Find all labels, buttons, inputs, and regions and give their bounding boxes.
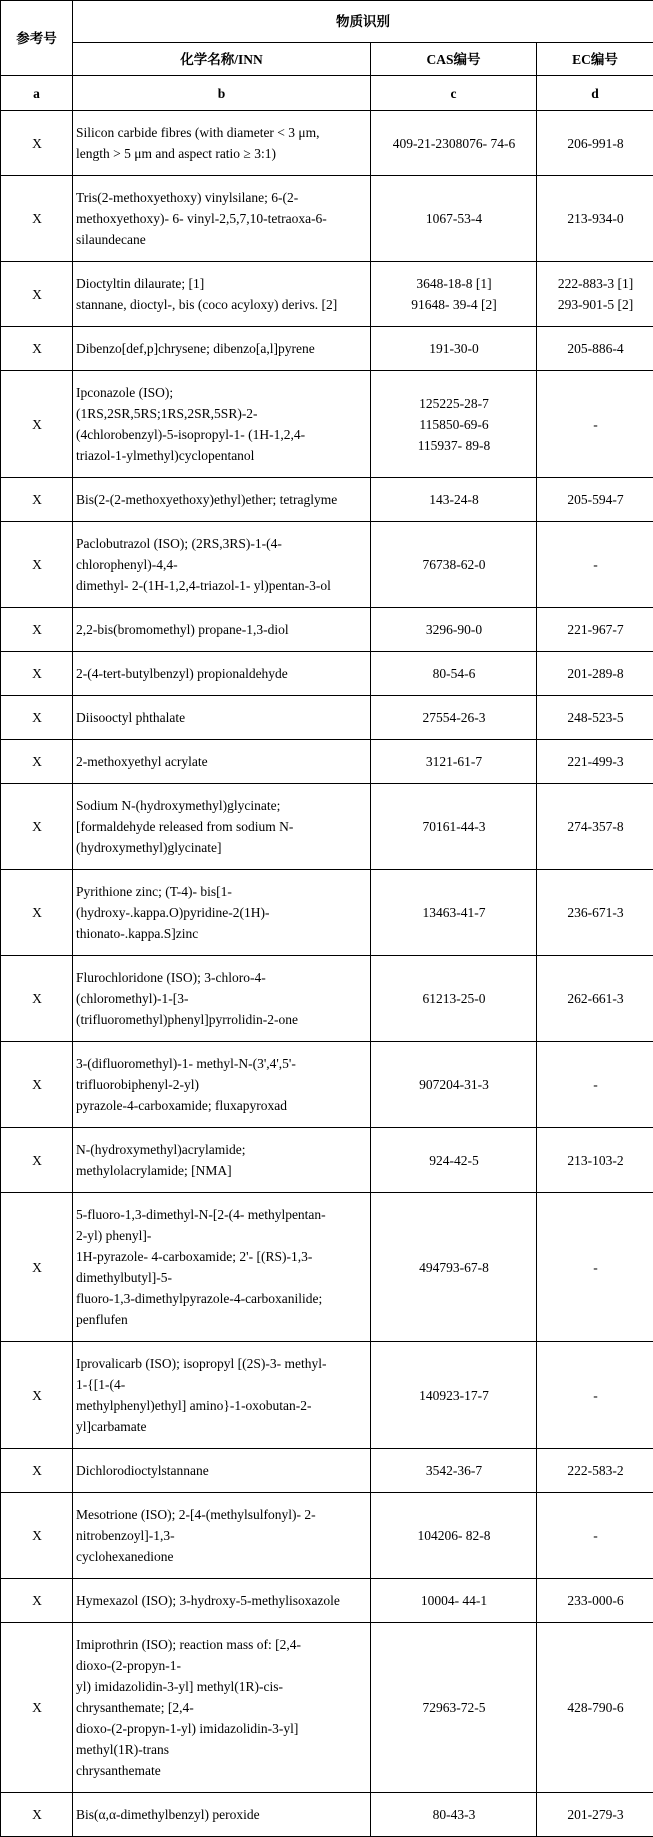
chemical-name-cell-line: methylolacrylamide; [NMA] <box>76 1160 368 1181</box>
chemical-name-cell-line: 2,2-bis(bromomethyl) propane-1,3-diol <box>76 619 368 640</box>
chemical-name-cell <box>73 870 371 956</box>
ec-number-cell-line: 262-661-3 <box>540 988 651 1009</box>
table-row <box>1 1493 653 1579</box>
table-row <box>1 1342 653 1449</box>
ec-number-cell <box>537 478 653 522</box>
chemical-name-cell-line: pyrazole-4-carboxamide; fluxapyroxad <box>76 1095 368 1116</box>
chemical-name-cell-line: chlorophenyl)-4,4- <box>76 554 368 575</box>
table-row <box>1 1793 653 1837</box>
cas-number-cell <box>371 956 537 1042</box>
chemical-name-cell-line: silaundecane <box>76 229 368 250</box>
table-row <box>1 327 653 371</box>
chemical-name-cell-line: cyclohexanedione <box>76 1546 368 1567</box>
chemical-name-cell-line: dimethyl- 2-(1H-1,2,4-triazol-1- yl)pentan-3-ol <box>76 575 368 596</box>
chemical-name-cell <box>73 327 371 371</box>
chemical-name-cell-line: Bis(2-(2-methoxyethoxy)ethyl)ether; tetraglyme <box>76 489 368 510</box>
chemical-name-cell-line: penflufen <box>76 1309 368 1330</box>
chemical-name-cell <box>73 956 371 1042</box>
ec-number-cell <box>537 371 653 478</box>
header-chemical-name: 化学名称/INN <box>73 43 371 76</box>
ec-number-cell <box>537 1342 653 1449</box>
chemical-name-cell <box>73 1128 371 1193</box>
chemical-name-cell-line: dioxo-(2-propyn-1- <box>76 1655 368 1676</box>
ref-cell: X <box>1 262 73 327</box>
cas-number-cell <box>371 1579 537 1623</box>
ec-number-cell-line: 248-523-5 <box>540 707 651 728</box>
table-row <box>1 956 653 1042</box>
ref-cell: X <box>1 956 73 1042</box>
cas-number-cell-line: 115850-69-6 <box>374 414 534 435</box>
ec-number-cell-line: 222-583-2 <box>540 1460 651 1481</box>
ec-number-cell <box>537 740 653 784</box>
cas-number-cell-line: 80-43-3 <box>374 1804 534 1825</box>
table-row <box>1 608 653 652</box>
chemical-name-cell <box>73 1579 371 1623</box>
cas-number-cell-line: 3121-61-7 <box>374 751 534 772</box>
table-row <box>1 1623 653 1793</box>
cas-number-cell-line: 10004- 44-1 <box>374 1590 534 1611</box>
chemical-name-cell-line: (4chlorobenzyl)-5-isopropyl-1- (1H-1,2,4- <box>76 424 368 445</box>
ref-cell: X <box>1 1342 73 1449</box>
cas-number-cell-line: 125225-28-7 <box>374 393 534 414</box>
cas-number-cell-line: 61213-25-0 <box>374 988 534 1009</box>
header-col-a: a <box>1 76 73 111</box>
chemical-name-cell-line: Flurochloridone (ISO); 3-chloro-4- <box>76 967 368 988</box>
cas-number-cell <box>371 371 537 478</box>
ec-number-cell <box>537 1579 653 1623</box>
ec-number-cell <box>537 327 653 371</box>
ec-number-cell-line: 222-883-3 [1] <box>540 273 651 294</box>
chemical-name-cell-line: length > 5 μm and aspect ratio ≥ 3:1) <box>76 143 368 164</box>
chemical-name-cell-line: thionato-.kappa.S]zinc <box>76 923 368 944</box>
cas-number-cell-line: 80-54-6 <box>374 663 534 684</box>
ec-number-cell-line: 274-357-8 <box>540 816 651 837</box>
ec-number-cell-line: - <box>540 1257 651 1278</box>
ref-cell: X <box>1 1449 73 1493</box>
chemical-name-cell <box>73 478 371 522</box>
cas-number-cell <box>371 1128 537 1193</box>
chemical-name-cell-line: Tris(2-methoxyethoxy) vinylsilane; 6-(2- <box>76 187 368 208</box>
ref-cell: X <box>1 740 73 784</box>
chemical-name-cell <box>73 1449 371 1493</box>
chemical-name-cell-line: 2-methoxyethyl acrylate <box>76 751 368 772</box>
chemical-name-cell-line: dioxo-(2-propyn-1-yl) imidazolidin-3-yl] <box>76 1718 368 1739</box>
chemical-name-cell-line: 1H-pyrazole- 4-carboxamide; 2'- [(RS)-1,3- <box>76 1246 368 1267</box>
cas-number-cell <box>371 1449 537 1493</box>
chemical-name-cell-line: Mesotrione (ISO); 2-[4-(methylsulfonyl)- 2- <box>76 1504 368 1525</box>
ec-number-cell <box>537 608 653 652</box>
chemical-name-cell-line: Sodium N-(hydroxymethyl)glycinate; <box>76 795 368 816</box>
chemical-name-cell-line: Dibenzo[def,p]chrysene; dibenzo[a,l]pyrene <box>76 338 368 359</box>
chemical-name-cell <box>73 740 371 784</box>
cas-number-cell-line: 76738-62-0 <box>374 554 534 575</box>
table-row <box>1 1128 653 1193</box>
chemical-name-cell-line: nitrobenzoyl]-1,3- <box>76 1525 368 1546</box>
cas-number-cell-line: 3296-90-0 <box>374 619 534 640</box>
ec-number-cell-line: 201-279-3 <box>540 1804 651 1825</box>
ec-number-cell-line: 236-671-3 <box>540 902 651 923</box>
cas-number-cell <box>371 111 537 176</box>
ec-number-cell-line: - <box>540 414 651 435</box>
table-row <box>1 740 653 784</box>
chemical-name-cell-line: dimethylbutyl]-5- <box>76 1267 368 1288</box>
ref-cell: X <box>1 522 73 608</box>
ec-number-cell <box>537 1449 653 1493</box>
table-row <box>1 1449 653 1493</box>
chemical-name-cell-line: Pyrithione zinc; (T-4)- bis[1- <box>76 881 368 902</box>
cas-number-cell <box>371 1042 537 1128</box>
chemical-name-cell-line: methyl(1R)-trans <box>76 1739 368 1760</box>
cas-number-cell <box>371 784 537 870</box>
table-row <box>1 262 653 327</box>
chemical-name-cell-line: methoxyethoxy)- 6- vinyl-2,5,7,10-tetraoxa-6- <box>76 208 368 229</box>
cas-number-cell <box>371 522 537 608</box>
ref-cell: X <box>1 1128 73 1193</box>
ec-number-cell <box>537 262 653 327</box>
chemical-name-cell-line: N-(hydroxymethyl)acrylamide; <box>76 1139 368 1160</box>
chemical-name-cell-line: Iprovalicarb (ISO); isopropyl [(2S)-3- methyl- <box>76 1353 368 1374</box>
ref-cell: X <box>1 1493 73 1579</box>
chemical-name-cell <box>73 262 371 327</box>
cas-number-cell <box>371 696 537 740</box>
header-row-2 <box>1 43 653 76</box>
cas-number-cell-line: 924-42-5 <box>374 1150 534 1171</box>
chemical-name-cell <box>73 1042 371 1128</box>
cas-number-cell-line: 13463-41-7 <box>374 902 534 923</box>
chemical-name-cell <box>73 696 371 740</box>
table-row <box>1 1042 653 1128</box>
cas-number-cell <box>371 176 537 262</box>
chemical-name-cell-line: Bis(α,α-dimethylbenzyl) peroxide <box>76 1804 368 1825</box>
header-cas-no: CAS编号 <box>371 43 537 76</box>
ec-number-cell <box>537 652 653 696</box>
chemical-name-cell-line: 2-yl) phenyl]- <box>76 1225 368 1246</box>
ec-number-cell <box>537 1128 653 1193</box>
ref-cell: X <box>1 111 73 176</box>
cas-number-cell-line: 91648- 39-4 [2] <box>374 294 534 315</box>
chemical-name-cell-line: Diisooctyl phthalate <box>76 707 368 728</box>
ec-number-cell-line: 221-499-3 <box>540 751 651 772</box>
ref-cell: X <box>1 870 73 956</box>
cas-number-cell-line: 70161-44-3 <box>374 816 534 837</box>
table-row <box>1 652 653 696</box>
chemical-name-cell-line: fluoro-1,3-dimethylpyrazole-4-carboxanilide; <box>76 1288 368 1309</box>
chemical-name-cell-line: stannane, dioctyl-, bis (coco acyloxy) derivs. [2] <box>76 294 368 315</box>
cas-number-cell <box>371 327 537 371</box>
ec-number-cell <box>537 1193 653 1342</box>
cas-number-cell <box>371 1493 537 1579</box>
ec-number-cell <box>537 1493 653 1579</box>
ec-number-cell-line: - <box>540 1525 651 1546</box>
chemical-name-cell-line: (hydroxy-.kappa.O)pyridine-2(1H)- <box>76 902 368 923</box>
header-ref-no: 参考号 <box>1 1 73 76</box>
ref-cell: X <box>1 1579 73 1623</box>
cas-number-cell-line: 140923-17-7 <box>374 1385 534 1406</box>
chemical-name-cell <box>73 652 371 696</box>
cas-number-cell <box>371 1793 537 1837</box>
chemical-name-cell <box>73 1493 371 1579</box>
chemical-name-cell-line: Imiprothrin (ISO); reaction mass of: [2,4- <box>76 1634 368 1655</box>
chemical-name-cell <box>73 1342 371 1449</box>
ec-number-cell-line: 221-967-7 <box>540 619 651 640</box>
cas-number-cell-line: 191-30-0 <box>374 338 534 359</box>
chemical-name-cell-line: 3-(difluoromethyl)-1- methyl-N-(3',4',5'- <box>76 1053 368 1074</box>
ref-cell: X <box>1 1623 73 1793</box>
cas-number-cell-line: 3648-18-8 [1] <box>374 273 534 294</box>
chemical-name-cell <box>73 1793 371 1837</box>
cas-number-cell <box>371 652 537 696</box>
ref-cell: X <box>1 652 73 696</box>
table-row <box>1 870 653 956</box>
chemical-name-cell <box>73 371 371 478</box>
ec-number-cell <box>537 1793 653 1837</box>
chemical-name-cell-line: (hydroxymethyl)glycinate] <box>76 837 368 858</box>
ec-number-cell <box>537 956 653 1042</box>
chemical-name-cell <box>73 1623 371 1793</box>
ref-cell: X <box>1 1042 73 1128</box>
chemical-name-cell-line: 5-fluoro-1,3-dimethyl-N-[2-(4- methylpentan- <box>76 1204 368 1225</box>
ec-number-cell-line: 201-289-8 <box>540 663 651 684</box>
ref-cell: X <box>1 478 73 522</box>
cas-number-cell <box>371 478 537 522</box>
header-row-1 <box>1 1 653 43</box>
table-row <box>1 784 653 870</box>
header-col-c: c <box>371 76 537 111</box>
chemical-name-cell-line: Hymexazol (ISO); 3-hydroxy-5-methylisoxazole <box>76 1590 368 1611</box>
chemical-name-cell-line: Dichlorodioctylstannane <box>76 1460 368 1481</box>
header-substance-identification: 物质识别 <box>73 1 653 43</box>
ec-number-cell-line: - <box>540 554 651 575</box>
ec-number-cell-line: 213-103-2 <box>540 1150 651 1171</box>
ec-number-cell <box>537 522 653 608</box>
chemical-name-cell-line: Ipconazole (ISO); <box>76 382 368 403</box>
ref-cell: X <box>1 176 73 262</box>
chemical-name-cell-line: 2-(4-tert-butylbenzyl) propionaldehyde <box>76 663 368 684</box>
ref-cell: X <box>1 1193 73 1342</box>
cas-number-cell-line: 1067-53-4 <box>374 208 534 229</box>
cas-number-cell <box>371 1342 537 1449</box>
table-row <box>1 696 653 740</box>
cas-number-cell-line: 143-24-8 <box>374 489 534 510</box>
cas-number-cell-line: 27554-26-3 <box>374 707 534 728</box>
chemical-name-cell-line: Silicon carbide fibres (with diameter < 3 μm, <box>76 122 368 143</box>
ref-cell: X <box>1 696 73 740</box>
chemical-name-cell-line: 1-{[1-(4- <box>76 1374 368 1395</box>
chemical-name-cell-line: Dioctyltin dilaurate; [1] <box>76 273 368 294</box>
table-row <box>1 1579 653 1623</box>
chemical-name-cell <box>73 1193 371 1342</box>
cas-number-cell-line: 72963-72-5 <box>374 1697 534 1718</box>
chemical-name-cell <box>73 522 371 608</box>
cas-number-cell <box>371 1193 537 1342</box>
table-row <box>1 176 653 262</box>
table-row <box>1 1193 653 1342</box>
ec-number-cell-line: 293-901-5 [2] <box>540 294 651 315</box>
cas-number-cell-line: 3542-36-7 <box>374 1460 534 1481</box>
ec-number-cell-line: 205-594-7 <box>540 489 651 510</box>
chemical-name-cell <box>73 111 371 176</box>
chemical-name-cell <box>73 176 371 262</box>
ec-number-cell <box>537 111 653 176</box>
cas-number-cell-line: 494793-67-8 <box>374 1257 534 1278</box>
ec-number-cell-line: 205-886-4 <box>540 338 651 359</box>
ref-cell: X <box>1 327 73 371</box>
cas-number-cell <box>371 262 537 327</box>
chemical-name-cell-line: (1RS,2SR,5RS;1RS,2SR,5SR)-2- <box>76 403 368 424</box>
ec-number-cell-line: - <box>540 1385 651 1406</box>
ec-number-cell <box>537 1623 653 1793</box>
header-col-d: d <box>537 76 653 111</box>
chemical-name-cell-line: [formaldehyde released from sodium N- <box>76 816 368 837</box>
ec-number-cell-line: 428-790-6 <box>540 1697 651 1718</box>
cas-number-cell-line: 115937- 89-8 <box>374 435 534 456</box>
chemical-name-cell-line: yl) imidazolidin-3-yl] methyl(1R)-cis- <box>76 1676 368 1697</box>
table-body <box>1 111 653 1837</box>
cas-number-cell <box>371 608 537 652</box>
chemical-name-cell-line: (trifluoromethyl)phenyl]pyrrolidin-2-one <box>76 1009 368 1030</box>
ec-number-cell <box>537 784 653 870</box>
chemical-name-cell-line: chrysanthemate; [2,4- <box>76 1697 368 1718</box>
ec-number-cell-line: 213-934-0 <box>540 208 651 229</box>
table-row <box>1 522 653 608</box>
cas-number-cell <box>371 1623 537 1793</box>
header-row-letters <box>1 76 653 111</box>
ec-number-cell <box>537 1042 653 1128</box>
chemical-name-cell-line: chrysanthemate <box>76 1760 368 1781</box>
ec-number-cell <box>537 870 653 956</box>
ec-number-cell <box>537 696 653 740</box>
table-row <box>1 371 653 478</box>
chemical-name-cell <box>73 608 371 652</box>
chemical-name-cell-line: triazol-1-ylmethyl)cyclopentanol <box>76 445 368 466</box>
table-header <box>1 1 653 111</box>
chemical-name-cell-line: methylphenyl)ethyl] amino}-1-oxobutan-2- <box>76 1395 368 1416</box>
ec-number-cell-line: 233-000-6 <box>540 1590 651 1611</box>
chemical-name-cell-line: Paclobutrazol (ISO); (2RS,3RS)-1-(4- <box>76 533 368 554</box>
ec-number-cell-line: - <box>540 1074 651 1095</box>
chemical-name-cell-line: yl]carbamate <box>76 1416 368 1437</box>
header-ec-no: EC编号 <box>537 43 653 76</box>
table-row <box>1 111 653 176</box>
table-row <box>1 478 653 522</box>
ref-cell: X <box>1 608 73 652</box>
cas-number-cell <box>371 740 537 784</box>
chemical-name-cell <box>73 784 371 870</box>
ref-cell: X <box>1 784 73 870</box>
cas-number-cell-line: 409-21-2308076- 74-6 <box>374 133 534 154</box>
chemical-name-cell-line: (chloromethyl)-1-[3- <box>76 988 368 1009</box>
ec-number-cell-line: 206-991-8 <box>540 133 651 154</box>
ref-cell: X <box>1 1793 73 1837</box>
ec-number-cell <box>537 176 653 262</box>
cas-number-cell-line: 907204-31-3 <box>374 1074 534 1095</box>
header-col-b: b <box>73 76 371 111</box>
ref-cell: X <box>1 371 73 478</box>
cas-number-cell <box>371 870 537 956</box>
chemical-name-cell-line: trifluorobiphenyl-2-yl) <box>76 1074 368 1095</box>
cas-number-cell-line: 104206- 82-8 <box>374 1525 534 1546</box>
